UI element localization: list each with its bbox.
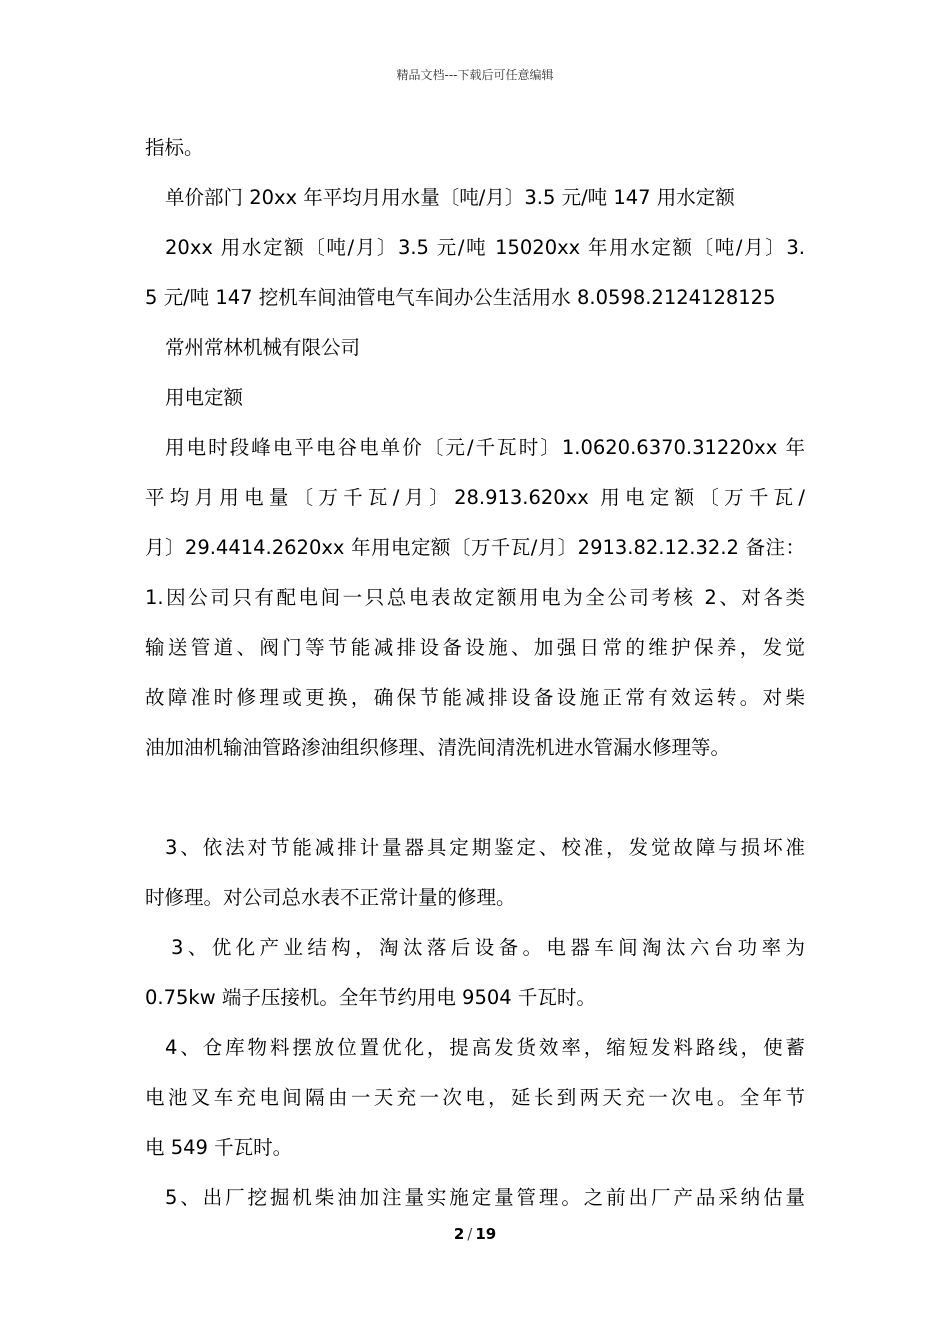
paragraph-line: 5、出厂挖掘机柴油加注量实施定量管理。之前出厂产品采纳估量 — [165, 1186, 805, 1209]
page-header: 精品文档---下载后可任意编辑 — [396, 68, 554, 82]
paragraph-line: 用电定额 — [165, 386, 244, 409]
paragraph-line: 用电时段峰电平电谷电单价〔元/千瓦时〕1.0620.6370.31220xx 年 — [165, 436, 805, 459]
paragraph-line: 3、依法对节能减排计量器具定期鉴定、校准，发觉故障与损坏准 — [165, 836, 805, 859]
paragraph-line: 20xx 用水定额〔吨/月〕3.5 元/吨 15020xx 年用水定额〔吨/月〕3. — [165, 236, 805, 259]
page-number — [0, 1225, 950, 1243]
paragraph-line: 故障准时修理或更换，确保节能减排设备设施正常有效运转。对柴 — [145, 686, 805, 709]
page-separator: / — [467, 1225, 473, 1243]
paragraph-line: 5 元/吨 147 挖机车间油管电气车间办公生活用水 8.0598.2124128125 — [145, 286, 776, 309]
paragraph-line: 指标。 — [145, 136, 204, 159]
paragraph-line: 3、优化产业结构，淘汰落后设备。电器车间淘汰六台功率为 — [171, 936, 805, 959]
paragraph-line: 电池叉车充电间隔由一天充一次电，延长到两天充一次电。全年节 — [145, 1086, 805, 1109]
paragraph-line: 1.因公司只有配电间一只总电表故定额用电为全公司考核 2、对各类 — [145, 586, 805, 609]
paragraph-line: 平均月用电量〔万千瓦/月〕28.913.620xx 用电定额〔万千瓦/ — [145, 486, 805, 509]
paragraph-line: 输送管道、阀门等节能减排设备设施、加强日常的维护保养，发觉 — [145, 636, 805, 659]
paragraph-line: 月〕29.4414.2620xx 年用电定额〔万千瓦/月〕2913.82.12.32.2 备注： — [145, 536, 805, 559]
paragraph-line: 0.75kw 端子压接机。全年节约用电 9504 千瓦时。 — [145, 986, 596, 1009]
document-body — [145, 128, 805, 1228]
paragraph-line: 单价部门 20xx 年平均月用水量〔吨/月〕3.5 元/吨 147 用水定额 — [165, 186, 735, 209]
paragraph-line: 电 549 千瓦时。 — [145, 1136, 293, 1159]
paragraph-line: 油加油机输油管路渗油组织修理、清洗间清洗机进水管漏水修理等。 — [145, 736, 731, 759]
paragraph-line: 时修理。对公司总水表不正常计量的修理。 — [145, 886, 516, 909]
total-pages: 19 — [475, 1225, 497, 1243]
paragraph-line: 4、仓库物料摆放位置优化，提高发货效率，缩短发料路线，使蓄 — [165, 1036, 805, 1059]
blank-line — [145, 778, 805, 828]
current-page: 2 — [453, 1225, 465, 1243]
paragraph-line: 常州常林机械有限公司 — [165, 336, 361, 359]
